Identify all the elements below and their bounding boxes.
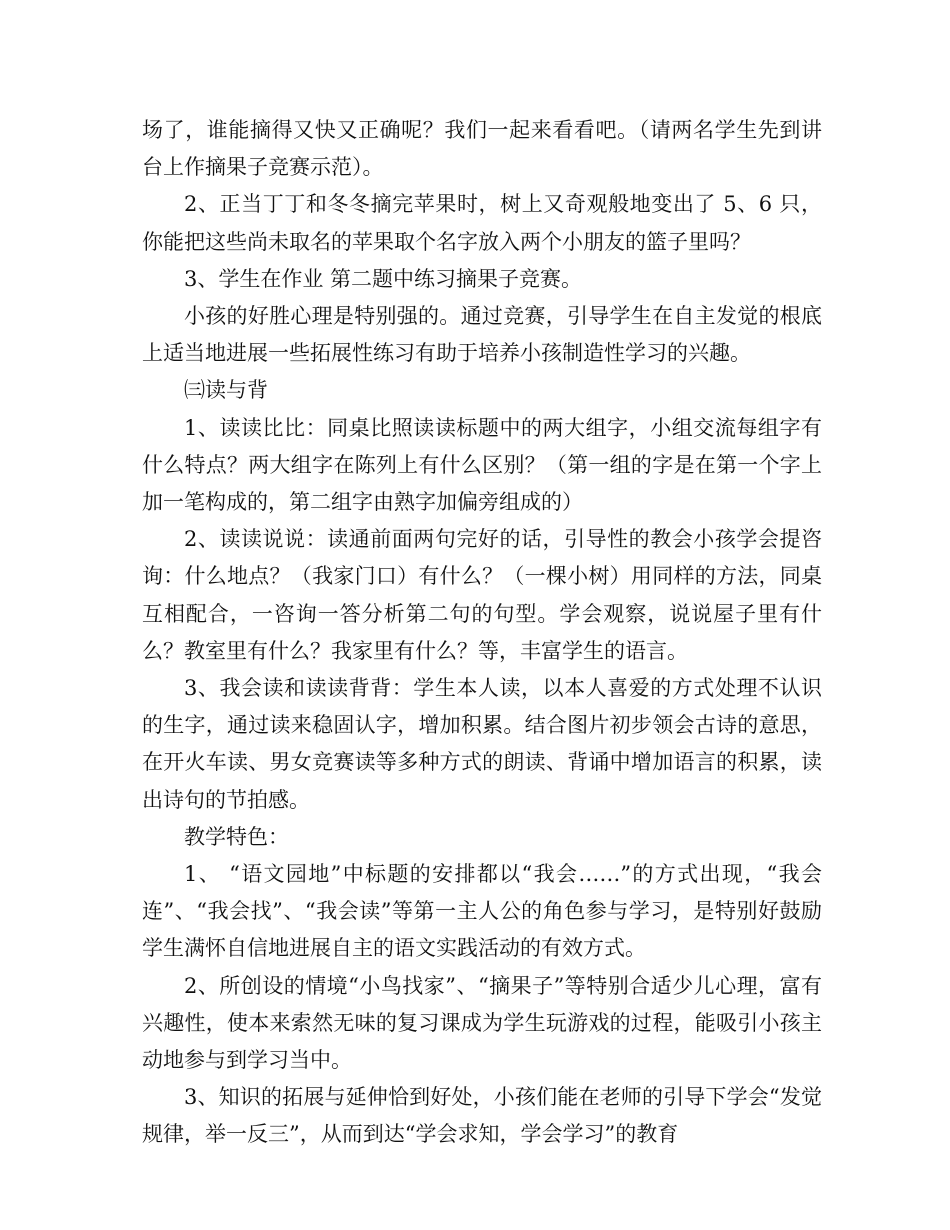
paragraph-item-3: 3、学生在作业 第二题中练习摘果子竞赛。 — [184, 266, 583, 291]
body-text — [142, 112, 822, 1154]
section-heading-read-recite: ㈢读与背 — [184, 378, 268, 403]
paragraph-feature-3: 3、知识的拓展与延伸恰到好处，小孩们能在老师的引导下学会“发觉规律，举一反三”，从而到达“学会求知，学会学习”的教育 — [142, 1085, 822, 1147]
paragraph-feature-2: 2、所创设的情境“小鸟找家”、“摘果子”等特别合适少儿心理，富有兴趣性，使本来索然无味的复习课成为学生玩游戏的过程，能吸引小孩主动地参与到学习当中。 — [142, 973, 822, 1073]
paragraph-commentary: 小孩的好胜心理是特别强的。通过竞赛，引导学生在自主发觉的根底上适当地进展一些拓展性练习有助于培养小孩制造性学习的兴趣。 — [142, 304, 822, 366]
paragraph-feature-1: 1、 “语文园地”中标题的安排都以“我会……”的方式出现，“我会连”、“我会找”、“我会读”等第一主人公的角色参与学习，是特别好鼓励学生满怀自信地进展自主的语文实践活动的有效方式。 — [142, 862, 822, 961]
paragraph-continued: 场了，谁能摘得又快又正确呢？我们一起来看看吧。（请两名学生先到讲台上作摘果子竞赛示范）。 — [142, 118, 822, 180]
section-heading-teaching-features: 教学特色： — [184, 824, 289, 849]
paragraph-read-compare: 1、读读比比：同桌比照读读标题中的两大组字，小组交流每组字有什么特点？两大组字在陈列上有什么区别？（第一组的字是在第一个字上加一笔构成的，第二组字由熟字加偏旁组成的） — [142, 415, 822, 515]
paragraph-read-recite: 3、我会读和读读背背：学生本人读，以本人喜爱的方式处理不认识的生字，通过读来稳固认字，增加积累。结合图片初步领会古诗的意思，在开火车读、男女竞赛读等多种方式的朗读、背诵中增加语言的积累，读出诗句的节拍感。 — [142, 676, 822, 812]
paragraph-item-2: 2、正当丁丁和冬冬摘完苹果时，树上又奇观般地变出了 5、6 只，你能把这些尚未取名的苹果取个名字放入两个小朋友的篮子里吗？ — [142, 192, 822, 254]
paragraph-read-say: 2、读读说说：读通前面两句完好的话，引导性的教会小孩学会提咨询：什么地点？（我家门口）有什么？（一棵小树）用同样的方法，同桌互相配合，一咨询一答分析第二句的句型。学会观察，说说屋子里有什么？教室里有什么？我家里有什么？等，丰富学生的语言。 — [142, 527, 822, 663]
